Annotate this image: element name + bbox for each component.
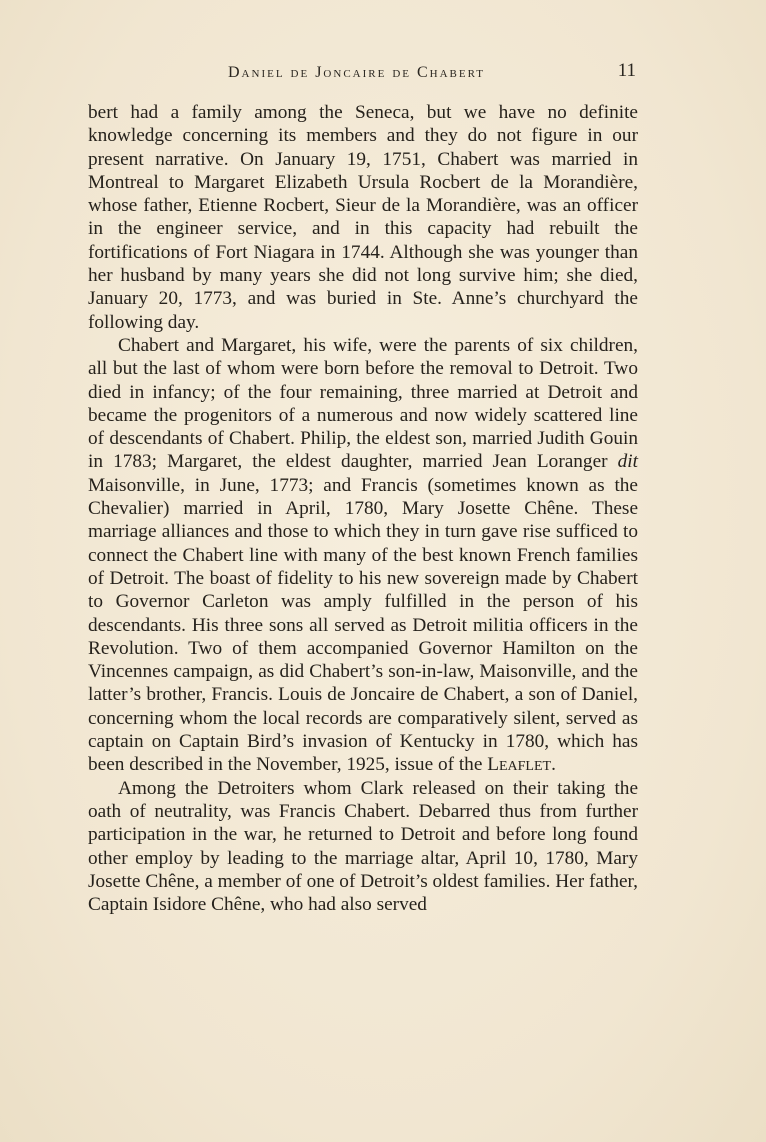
paragraph-2	[88, 334, 638, 777]
running-head: Daniel de Joncaire de Chabert	[228, 64, 485, 81]
paragraph-1: bert had a family among the Seneca, but we have no definite knowledge concerning its members and they do not figure in our present narrative. On January 19, 1751, Chabert was married in Montreal to Margaret Elizabeth Ursula Rocbert de la Morandière, whose father, Etienne Rocbert, Sieur de la Morandière, was an officer in the engineer service, and in this capacity had rebuilt the fortifications of Fort Niagara in 1744. Although she was younger than her husband by many years she did not long survive him; she died, January 20, 1773, and was buried in Ste. Anne’s churchyard the following day.	[88, 102, 638, 333]
paragraph-2-part-b: Maisonville, in June, 1773; and Francis (sometimes known as the Chevalier) married in April, 1780, Mary Josette Chêne. These marriage alliances and those to which they in turn gave rise sufficed to connect the Chabert line with many of the best known French families of Detroit. The boast of fidelity to his new sovereign made by Chabert to Governor Carleton was amply fulfilled in the person of his descendants. His three sons all served as Detroit militia officers in the Revolution. Two of them accompanied Governor Hamilton on the Vincennes campaign, as did Chabert’s son-in-law, Maisonville, and the latter’s brother, Francis. Louis de Joncaire de Chabert, a son of Daniel, concerning whom the local records are comparatively silent, served as captain on Captain Bird’s invasion of Kentucky in 1780, which has been described in the November, 1925, issue of the	[88, 474, 638, 776]
paragraph-2-part-a: Chabert and Margaret, his wife, were the parents of six children, all but the last of whom were born before the removal to Detroit. Two died in infancy; of the four remaining, three married at Detroit and became the progenitors of a numerous and now widely scattered line of descendants of Chabert. Philip, the eldest son, married Judith Gouin in 1783; Margaret, the eldest daughter, married Jean Loranger	[88, 334, 638, 473]
paragraph-2-part-c: .	[551, 754, 556, 776]
leaflet-small-caps: Leaflet	[487, 754, 552, 776]
paragraph-3: Among the Detroiters whom Clark released on their taking the oath of neutrality, was Francis Chabert. Debarred thus from further participation in the war, he returned to Detroit and before long found other employ by leading to the marriage altar, April 10, 1780, Mary Josette Chêne, a member of one of Detroit’s oldest families. Her father, Captain Isidore Chêne, who had also served	[88, 777, 638, 916]
paragraph-2-italic-dit: dit	[617, 451, 638, 473]
page-number: 11	[617, 60, 636, 81]
body-text	[88, 101, 638, 916]
page-header	[88, 60, 636, 90]
